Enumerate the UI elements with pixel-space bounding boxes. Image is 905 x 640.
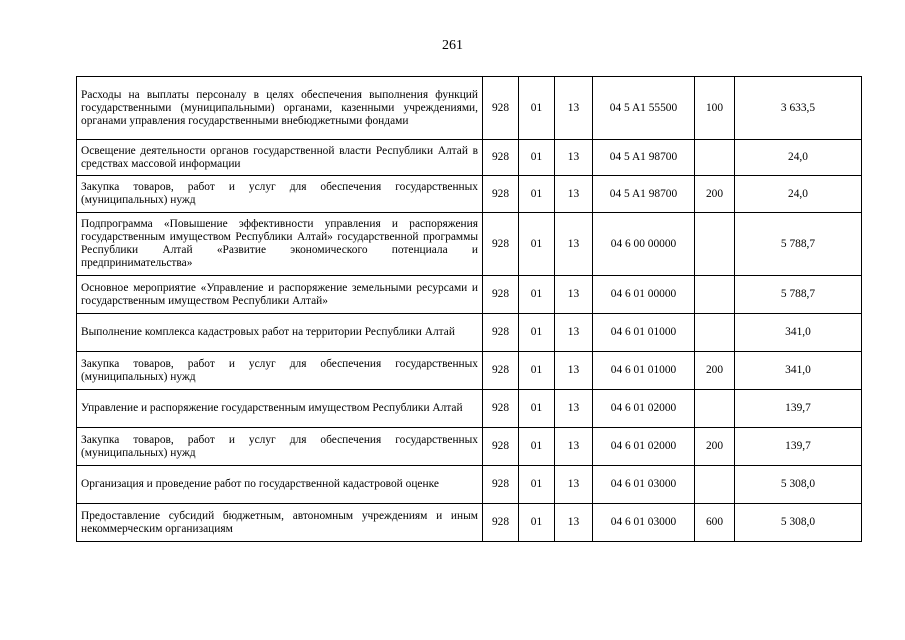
target-article-code: 04 6 01 02000: [593, 390, 695, 428]
subsection-code: 13: [555, 504, 593, 542]
grbs-code: 928: [483, 390, 519, 428]
table-row: [77, 176, 862, 213]
section-code: 01: [519, 276, 555, 314]
target-article-code: 04 6 01 01000: [593, 314, 695, 352]
expense-type-code: 200: [695, 352, 735, 390]
grbs-code: 928: [483, 352, 519, 390]
amount-value: 139,7: [735, 428, 862, 466]
subsection-code: 13: [555, 428, 593, 466]
expense-type-code: [695, 140, 735, 176]
table-row: [77, 466, 862, 504]
section-code: 01: [519, 140, 555, 176]
section-code: 01: [519, 428, 555, 466]
target-article-code: 04 6 01 00000: [593, 276, 695, 314]
amount-value: 3 633,5: [735, 77, 862, 140]
target-article-code: 04 5 A1 55500: [593, 77, 695, 140]
expense-type-code: 200: [695, 176, 735, 213]
section-code: 01: [519, 213, 555, 276]
section-code: 01: [519, 504, 555, 542]
expense-type-code: [695, 314, 735, 352]
amount-value: 5 788,7: [735, 276, 862, 314]
section-code: 01: [519, 390, 555, 428]
expense-type-code: 200: [695, 428, 735, 466]
target-article-code: 04 5 A1 98700: [593, 176, 695, 213]
row-description: Выполнение комплекса кадастровых работ на территории Республики Алтай: [77, 314, 483, 352]
row-description: Подпрограмма «Повышение эффективности управления и распоряжения государственным имуществом Республики Алтай» государственной программы Республики Алтай «Развитие экономического потенциала и предпринимательства»: [77, 213, 483, 276]
section-code: 01: [519, 314, 555, 352]
row-description: Предоставление субсидий бюджетным, автономным учреждениям и иным некоммерческим организациям: [77, 504, 483, 542]
table-row: [77, 352, 862, 390]
grbs-code: 928: [483, 213, 519, 276]
table-row: [77, 276, 862, 314]
amount-value: 5 788,7: [735, 213, 862, 276]
grbs-code: 928: [483, 140, 519, 176]
target-article-code: 04 6 01 03000: [593, 504, 695, 542]
amount-value: 24,0: [735, 140, 862, 176]
target-article-code: 04 6 01 03000: [593, 466, 695, 504]
row-description: Закупка товаров, работ и услуг для обеспечения государственных (муниципальных) нужд: [77, 352, 483, 390]
subsection-code: 13: [555, 276, 593, 314]
expense-type-code: [695, 466, 735, 504]
table-row: [77, 140, 862, 176]
amount-value: 341,0: [735, 352, 862, 390]
budget-table: [76, 76, 862, 542]
target-article-code: 04 6 01 02000: [593, 428, 695, 466]
subsection-code: 13: [555, 213, 593, 276]
row-description: Основное мероприятие «Управление и распоряжение земельными ресурсами и государственным имуществом Республики Алтай»: [77, 276, 483, 314]
table-row: [77, 428, 862, 466]
subsection-code: 13: [555, 352, 593, 390]
amount-value: 341,0: [735, 314, 862, 352]
row-description: Организация и проведение работ по государственной кадастровой оценке: [77, 466, 483, 504]
grbs-code: 928: [483, 314, 519, 352]
table-row: [77, 77, 862, 140]
grbs-code: 928: [483, 466, 519, 504]
grbs-code: 928: [483, 504, 519, 542]
subsection-code: 13: [555, 466, 593, 504]
table-row: [77, 504, 862, 542]
section-code: 01: [519, 466, 555, 504]
subsection-code: 13: [555, 140, 593, 176]
subsection-code: 13: [555, 314, 593, 352]
row-description: Освещение деятельности органов государственной власти Республики Алтай в средствах массовой информации: [77, 140, 483, 176]
row-description: Закупка товаров, работ и услуг для обеспечения государственных (муниципальных) нужд: [77, 176, 483, 213]
amount-value: 5 308,0: [735, 466, 862, 504]
expense-type-code: [695, 276, 735, 314]
amount-value: 24,0: [735, 176, 862, 213]
amount-value: 5 308,0: [735, 504, 862, 542]
grbs-code: 928: [483, 77, 519, 140]
page-number: 261: [442, 38, 463, 53]
section-code: 01: [519, 352, 555, 390]
subsection-code: 13: [555, 77, 593, 140]
section-code: 01: [519, 77, 555, 140]
table-row: [77, 213, 862, 276]
expense-type-code: 100: [695, 77, 735, 140]
subsection-code: 13: [555, 176, 593, 213]
subsection-code: 13: [555, 390, 593, 428]
target-article-code: 04 5 A1 98700: [593, 140, 695, 176]
expense-type-code: [695, 390, 735, 428]
section-code: 01: [519, 176, 555, 213]
target-article-code: 04 6 00 00000: [593, 213, 695, 276]
grbs-code: 928: [483, 176, 519, 213]
amount-value: 139,7: [735, 390, 862, 428]
row-description: Расходы на выплаты персоналу в целях обеспечения выполнения функций государственными (муниципальными) органами, казенными учреждениями, органами управления государственными внебюджетными фондами: [77, 77, 483, 140]
expense-type-code: 600: [695, 504, 735, 542]
table-row: [77, 390, 862, 428]
grbs-code: 928: [483, 428, 519, 466]
row-description: Управление и распоряжение государственным имуществом Республики Алтай: [77, 390, 483, 428]
row-description: Закупка товаров, работ и услуг для обеспечения государственных (муниципальных) нужд: [77, 428, 483, 466]
table-row: [77, 314, 862, 352]
grbs-code: 928: [483, 276, 519, 314]
expense-type-code: [695, 213, 735, 276]
target-article-code: 04 6 01 01000: [593, 352, 695, 390]
